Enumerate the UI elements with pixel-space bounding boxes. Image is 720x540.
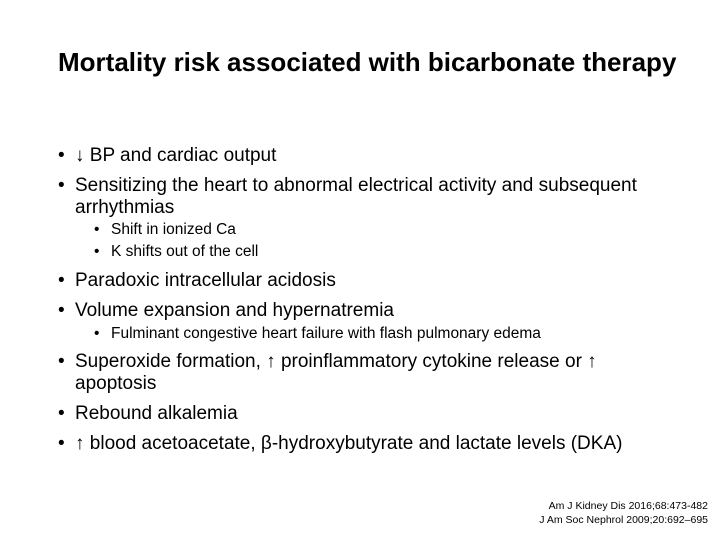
bullet-marker: •: [94, 243, 100, 260]
sub-bullet-text: Fulminant congestive heart failure with flash pulmonary edema: [111, 325, 541, 342]
sub-bullet-item: [94, 325, 680, 343]
bullet-item: [58, 145, 680, 167]
reference-citation: J Am Soc Nephrol 2009;20:692–695: [539, 514, 708, 526]
bullet-item: [58, 300, 680, 322]
bullet-marker: •: [58, 351, 65, 372]
bullet-text: Paradoxic intracellular acidosis: [75, 270, 336, 291]
bullet-marker: •: [94, 325, 100, 342]
sub-bullet-text: K shifts out of the cell: [111, 243, 259, 260]
reference-citation: Am J Kidney Dis 2016;68:473-482: [548, 500, 708, 512]
bullet-item: [58, 351, 680, 395]
sub-bullet-item: [94, 243, 680, 261]
bullet-marker: •: [58, 403, 65, 424]
bullet-marker: •: [58, 270, 65, 291]
bullet-marker: •: [58, 300, 65, 321]
bullet-marker: •: [58, 433, 65, 454]
bullet-text: Superoxide formation, ↑ proinflammatory cytokine release or ↑ apoptosis: [75, 351, 597, 394]
sub-bullet-text: Shift in ionized Ca: [111, 221, 236, 238]
bullet-text: Rebound alkalemia: [75, 403, 238, 424]
bullet-marker: •: [58, 145, 65, 166]
bullet-text: ↓ BP and cardiac output: [75, 145, 277, 166]
bullet-text: Sensitizing the heart to abnormal electrical activity and subsequent arrhythmias: [75, 175, 637, 218]
bullet-item: [58, 270, 680, 292]
bullet-marker: •: [94, 221, 100, 238]
bullet-item: [58, 403, 680, 425]
bullet-item: [58, 175, 680, 219]
bullet-text: Volume expansion and hypernatremia: [75, 300, 394, 321]
bullet-marker: •: [58, 175, 65, 196]
sub-bullet-item: [94, 221, 680, 239]
bullet-text: ↑ blood acetoacetate, β-hydroxybutyrate and lactate levels (DKA): [75, 433, 623, 454]
bullet-item: [58, 433, 680, 455]
slide-title: Mortality risk associated with bicarbonate therapy: [58, 47, 677, 77]
